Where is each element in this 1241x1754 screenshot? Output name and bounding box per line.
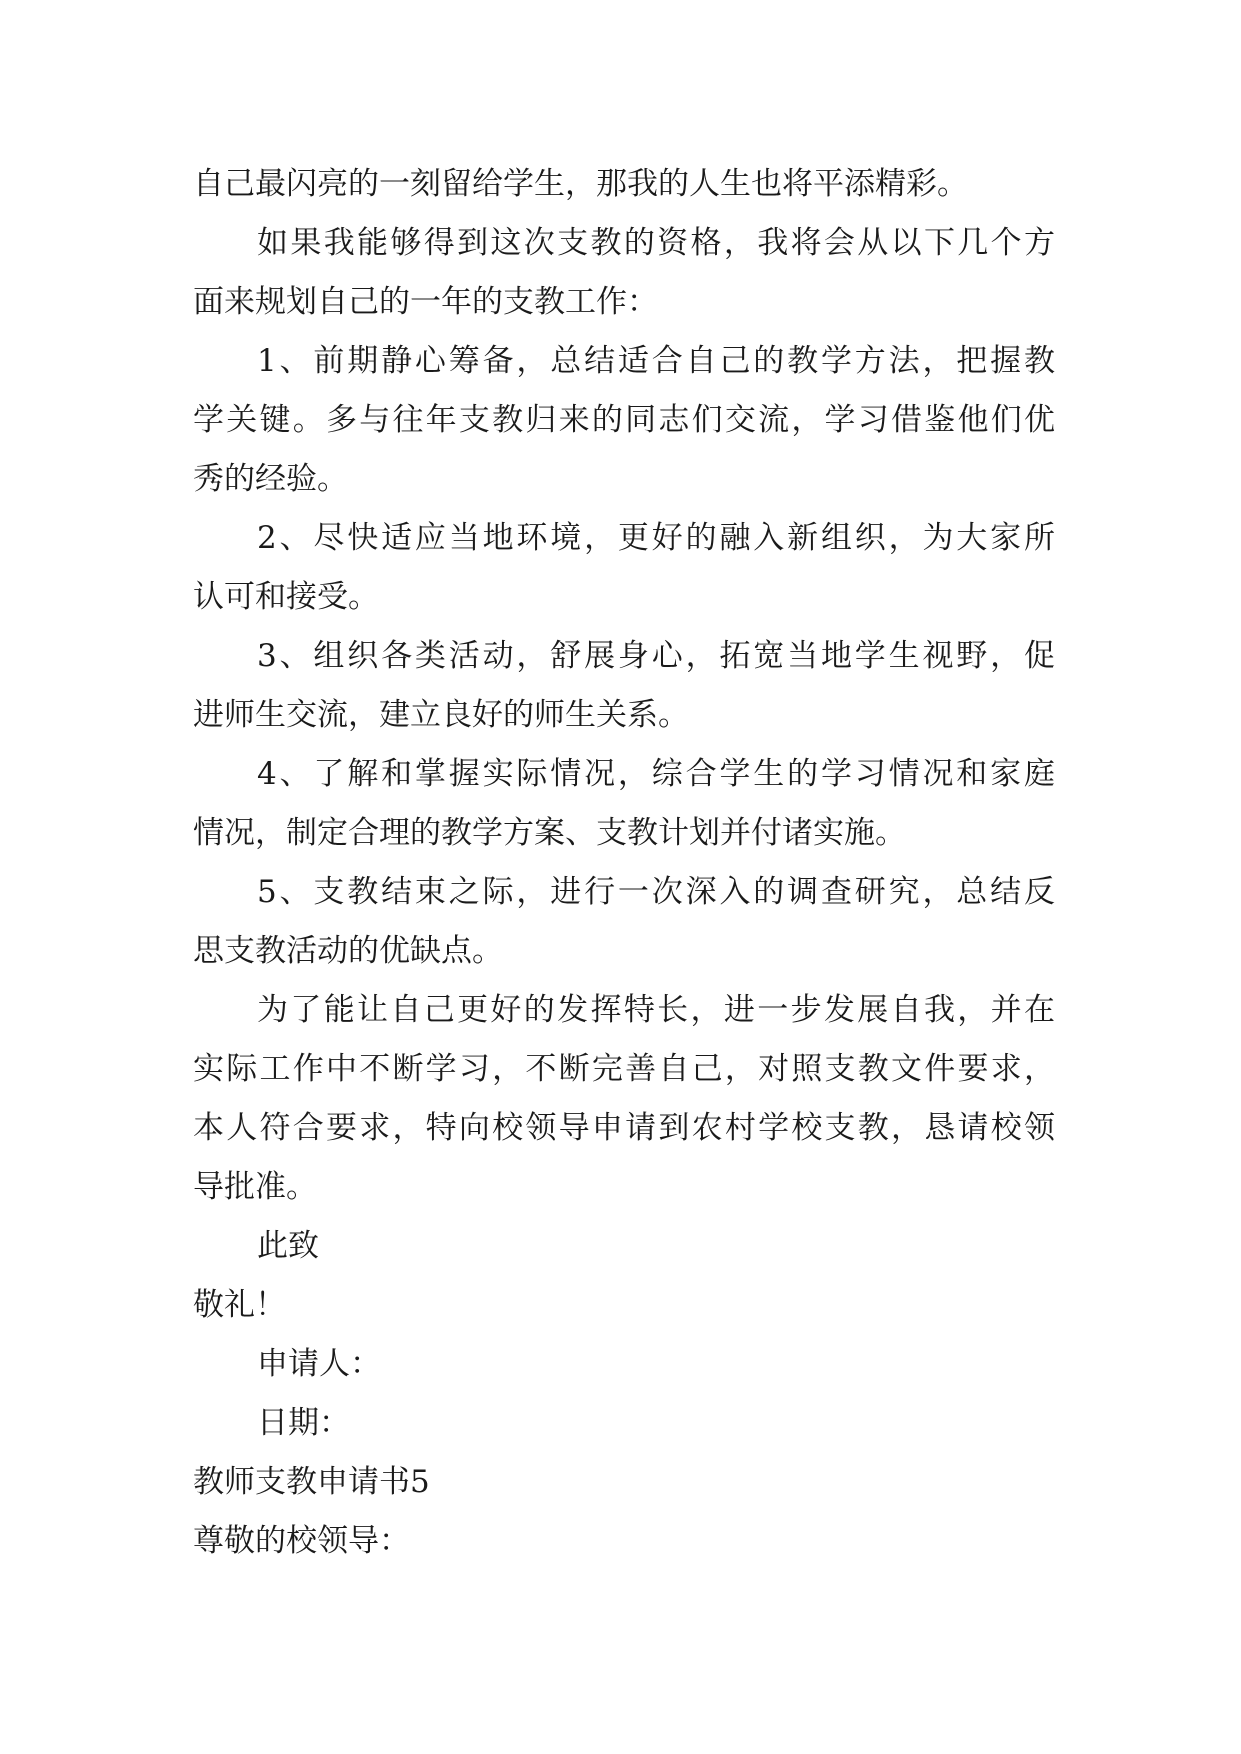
list-item-3-line: 3、组织各类活动，舒展身心，拓宽当地学生视野，促 [257, 638, 1055, 674]
paragraph-line: 如果我能够得到这次支教的资格，我将会从以下几个方 [257, 225, 1055, 261]
closing-phrase: 此致 [257, 1228, 319, 1264]
list-item-3-line: 进师生交流，建立良好的师生关系。 [193, 697, 689, 733]
salutation-closing: 敬礼！ [193, 1287, 286, 1323]
paragraph-line: 面来规划自己的一年的支教工作： [193, 284, 658, 320]
list-item-4-line: 4、了解和掌握实际情况，综合学生的学习情况和家庭 [257, 756, 1055, 792]
salutation: 尊敬的校领导： [193, 1523, 410, 1559]
list-item-2-line: 2、尽快适应当地环境，更好的融入新组织，为大家所 [257, 520, 1055, 556]
date-label: 日期： [257, 1405, 350, 1441]
list-item-2-line: 认可和接受。 [193, 579, 379, 615]
section-title: 教师支教申请书5 [193, 1464, 430, 1500]
paragraph-line: 为了能让自己更好的发挥特长，进一步发展自我，并在 [257, 992, 1055, 1028]
list-item-4-line: 情况，制定合理的教学方案、支教计划并付诸实施。 [193, 815, 906, 851]
list-item-5-line: 思支教活动的优缺点。 [193, 933, 503, 969]
paragraph-line: 自己最闪亮的一刻留给学生，那我的人生也将平添精彩。 [193, 166, 968, 202]
paragraph-line: 导批准。 [193, 1169, 317, 1205]
list-item-1-line: 1、前期静心筹备，总结适合自己的教学方法，把握教 [257, 343, 1055, 379]
list-item-1-line: 学关键。多与往年支教归来的同志们交流，学习借鉴他们优 [193, 402, 1055, 438]
paragraph-line: 本人符合要求，特向校领导申请到农村学校支教，恳请校领 [193, 1110, 1055, 1146]
list-item-5-line: 5、支教结束之际，进行一次深入的调查研究，总结反 [257, 874, 1055, 910]
paragraph-line: 实际工作中不断学习，不断完善自己，对照支教文件要求， [193, 1051, 1055, 1087]
applicant-label: 申请人： [257, 1346, 381, 1382]
list-item-1-line: 秀的经验。 [193, 461, 348, 497]
